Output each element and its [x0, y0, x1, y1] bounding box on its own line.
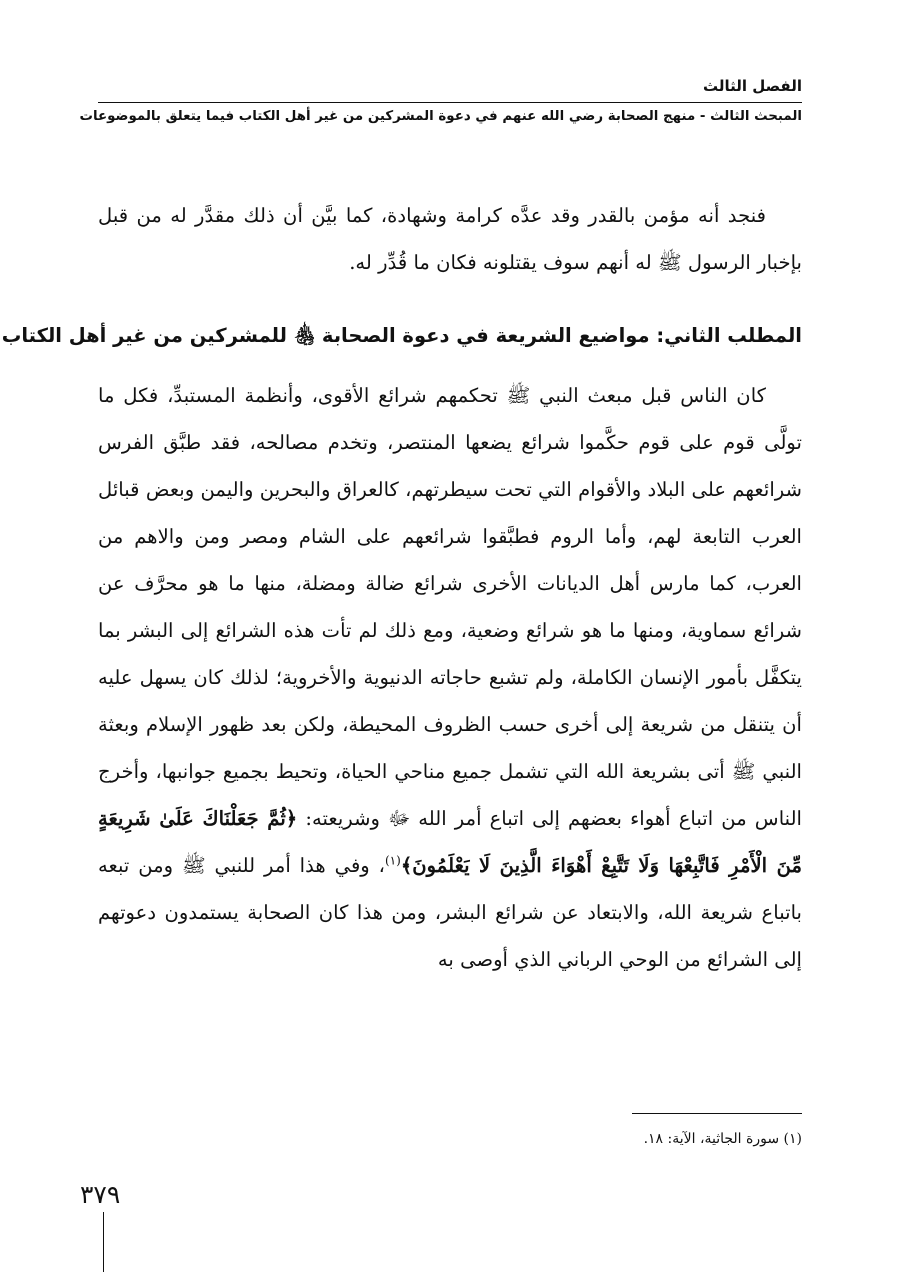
page-number: ٣٧٩ [80, 1180, 121, 1209]
paragraph-2-text: كان الناس قبل مبعث النبي ﷺ تحكمهم شرائع الأقوى، وأنظمة المستبدِّ، فكل ما تولَّى قوم على قوم حكَّموا شرائع يضعها المنتصر، وتخدم مصالحه، فقد طبَّق الفرس شرائعهم على البلاد والأقوام التي تحت سيطرتهم، كالعراق والبحرين واليمن وبعض قبائل العرب التابعة لهم، وأما الروم فطبَّقوا شرائعهم على الشام ومصر ومن والاهم من العرب، كما مارس أهل الديانات الأخرى شرائع ضالة ومضلة، منها ما هو محرَّف عن شرائع سماوية، ومنها ما هو شرائع وضعية، ومع ذلك لم تأت هذه الشرائع إلى البشر بما يتكفَّل بأمور الإنسان الكاملة، ولم تشبع حاجاته الدنيوية والأخروية؛ لذلك كان يسهل عليه أن يتنقل من شريعة إلى أخرى حسب الظروف المحيطة، ولكن بعد ظهور الإسلام وبعثة النبي ﷺ أتى بشريعة الله التي تشمل جميع مناحي الحياة، وتحيط بجميع جوانبها، وأخرج الناس من اتباع أهواء بعضهم إلى اتباع أمر الله ﷻ وشريعته: [98, 384, 802, 830]
section-heading: المطلب الثاني: مواضيع الشريعة في دعوة الصحابة ﵃ للمشركين من غير أهل الكتاب [1, 324, 802, 347]
footnote: (١) سورة الجاثية، الآية: ١٨. [643, 1131, 802, 1147]
main-text [1, 192, 802, 983]
running-header [79, 76, 802, 127]
footnote-divider [632, 1113, 802, 1114]
footnote-reference[interactable]: (١) [384, 853, 401, 868]
margin-line [103, 1212, 104, 1272]
quran-verse: ﴿ثُمَّ جَعَلْنَاكَ عَلَىٰ شَرِيعَةٍ مِّنَ الْأَمْرِ فَاتَّبِعْهَا وَلَا تَتَّبِعْ أَهْوَاءَ الَّذِينَ لَا يَعْلَمُونَ﴾ [98, 807, 802, 877]
header-divider [98, 102, 802, 103]
paragraph-2 [98, 372, 802, 983]
paragraph-1: فنجد أنه مؤمن بالقدر وقد عدَّه كرامة وشهادة، كما بيَّن أن ذلك مقدَّر له من قبل بإخبار الرسول ﷺ له أنهم سوف يقتلونه فكان ما قُدِّر له. [98, 204, 802, 274]
chapter-title: الفصل الثالث [702, 77, 802, 95]
section-subtitle: المبحث الثالث - منهج الصحابة رضي الله عنهم في دعوة المشركين من غير أهل الكتاب فيما يتعلق بالموضوعات [79, 109, 802, 124]
paragraph-2-continuation: ، وفي هذا أمر للنبي ﷺ ومن تبعه باتباع شريعة الله، والابتعاد عن شرائع البشر، ومن هذا كان الصحابة يستمدون دعوتهم إلى الشرائع من الوحي الرباني الذي أوصى به [98, 854, 802, 971]
